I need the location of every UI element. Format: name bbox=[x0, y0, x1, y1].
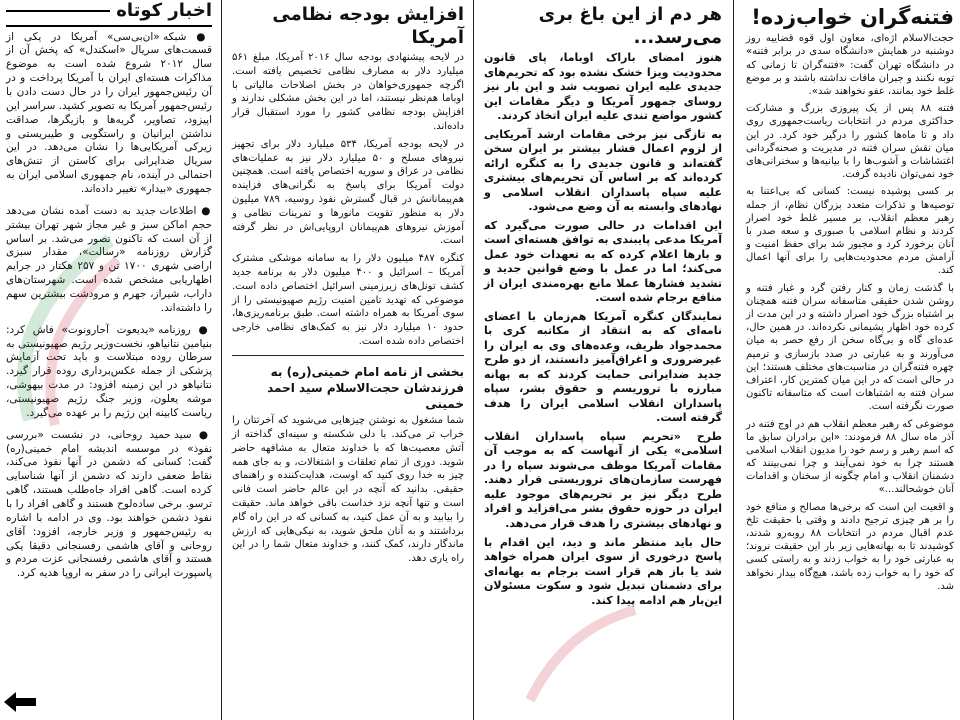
page-arrow-icon[interactable] bbox=[4, 692, 36, 712]
article-paragraph: کنگره ۴۸۷ میلیون دلار را به سامانه موشکی مشترک آمریکا – اسرائیل و ۴۰۰ میلیون دلار به برنامه جدید کشف تونل‌های زیرزمینی اسرائیل اختصاص داده است. موضوعی که تهدید تامین امنیت رژیم صهیونیستی را از سوی آمریکا به همراه داشته است. طبق برنامه‌ریزی‌ها، حدود ۱۰ میلیارد دلار نیز به کمک‌های نظامی خارجی اختصاص داده شده است. bbox=[232, 253, 464, 347]
column-divider bbox=[473, 0, 474, 720]
article-paragraph: در لایحه بودجه آمریکا، ۵۳۴ میلیارد دلار برای تجهیز نیروهای مسلح و ۵۰ میلیارد دلار نیز به عملیات‌های نظامی در عراق و سوریه اختصاص یافته است. همچنین دولت آمریکا برای پاسخ به نگرانی‌های فزاینده هم‌پیمانانش در قبال گسترش نفوذ روسیه، ۷۸۹ میلیون دلار به منظور تقویت مانورها و تمرینات نظامی و آموزش نیروهای هم‌پیمانان اروپایی‌اش در نظر گرفته است. bbox=[232, 138, 465, 247]
news-item-text: شبکه «ان‌بی‌سی» آمریکا در یکی از قسمت‌های سریال «اسکندل» که پخش آن از سال ۲۰۱۲ شروع شده است به موضوع مذاکرات هسته‌ای ایران با آمریکا پرداخت و در آن رئیس‌جمهور ایران را در حال دست دادن با رئیس‌جمهور آمریکا به تصویر کشید. سراسر این اپیزود، تصاویر، گریه‌ها و بازیگرها، صداقت نداشتن ایرانیان و راستگویی و طیبریستی و زیرکی آمریکایی‌ها را نشان می‌دهد. در این سریال ضدایرانی برای کاستن از تنش‌های احتمالی در آینده، نام جمهوری اسلامی ایران به جمهوری «بیدار» تغییر داده‌اند. bbox=[6, 30, 212, 195]
short-news-title: اخبار کوتاه bbox=[116, 0, 212, 21]
news-item: ● سید حمید روحانی، در نشست «بررسی نفوذ» در موسسه اندیشه امام خمینی(ره) گفت: کسانی که دشمن در آنها نفوذ می‌کند، نقاط ضعفی دارند که دشمن از آنها شناسایی کرده است. گاهی افراد جاه‌طلب هستند، گاهی ترسو. برخی ساده‌لوح هستند و گاهی افراد را با نفوذ دشمن خواهند بود. وی در ادامه با اشاره به رئیس‌جمهور و وزیر خارجه، افزود: آقای روحانی و آقای هاشمی رفسنجانی دقیقا یکی هستند و آقای هاشمی رفسنجانی عزت مردم و پاسپورت ایرانی را در سفر به اروپا هدیه کرد. bbox=[6, 428, 212, 580]
section-subtitle: بخشی از نامه امام خمینی(ره) به فرزندشان حجت‌الاسلام سید احمد خمینی bbox=[267, 364, 464, 412]
article-paragraph: حال باید منتظر ماند و دید، این اقدام با پاسخ درخوری از سوی ایران همراه خواهد شد یا باز هم قرار است برجام به بهانه‌ای برای دشمنان تبدیل شود و سکوت مسئولان این‌بار هم ادامه پیدا کند. bbox=[484, 535, 722, 607]
article-paragraph: در لایحه پیشنهادی بودجه سال ۲۰۱۶ آمریکا، مبلغ ۵۶۱ میلیارد دلار به مصارف نظامی تخصیص یافته است. اگرچه جمهوری‌خواهان در بخش اصلاحات مالیاتی با اوباما هم‌نظر نیستند، اما در این بخش مشکلی ندارند و افزایش بودجه نظامی کشور را مورد استقبال قرار داده‌اند. bbox=[232, 52, 465, 132]
column-divider bbox=[221, 0, 222, 720]
article-column-budget bbox=[226, 0, 470, 720]
article-paragraph: و اقعیت این است که برخی‌ها مصالح و منافع خود را بر هر چیزی ترجیح دادند و وقتی با حقیقت تلخ عدم اقبال مردم در انتخابات ۸۸ روبه‌رو شدند، کوشیدند تا به بهانه‌هایی زیر بار این حقیقت نروند؛ به عبارتی خود را به خواب زدند و به راستی کسی که خود را به خواب زده باشد، هیچ‌گاه بیدار نخواهد شد. bbox=[746, 501, 954, 592]
article-column-fitnagaran bbox=[740, 0, 960, 720]
news-item-text: اطلاعات جدید به دست آمده نشان می‌دهد حجم اماکن سبز و غیر مجاز شهر تهران بیشتر از آن است که تاکنون تصور می‌شد. بر اساس گزارش روزنامه «رسالت»، مقدار سبزی اراضی شهری ۱۷۰۰ تن و ۲۵۷ هکتار در جرایم اظهاریابی مشخص شده است. شهرستان‌های داراب، شیراز، جهرم و مرودشت بیشترین سهم را داشته‌اند. bbox=[6, 204, 212, 314]
news-item: ● اطلاعات جدید به دست آمده نشان می‌دهد حجم اماکن سبز و غیر مجاز شهر تهران بیشتر از آن است که تاکنون تصور می‌شد. بر اساس گزارش روزنامه «رسالت»، مقدار سبزی اراضی شهری ۱۷۰۰ تن و ۲۵۷ هکتار در جرایم اظهاریابی مشخص شده است. شهرستان‌های داراب، شیراز، جهرم و مرودشت بیشترین سهم را داشته‌اند. bbox=[6, 204, 213, 314]
article-title: هر دم از این باغ بری می‌رسد... bbox=[538, 4, 722, 48]
article-title: فتنه‌گران خواب‌زده! bbox=[751, 5, 954, 29]
news-item: ● روزنامه «یدیعوت آحارونوت» فاش کرد: بنیامین نتانیاهو، نخست‌وزیر رژیم صهیونیستی به سرطان روده مبتلاست و باید تحت آزمایش پزشکی از جمله عکس‌برداری روده قرار گیرد. نتانیاهو در این زمینه افزود: در مدت بیهوشی، موشه یعلون، وزیر جنگ رژیم صهیونیستی، ریاست کابینه این رژیم را بر عهده می‌گیرد. bbox=[6, 323, 212, 419]
short-news-header bbox=[6, 0, 212, 27]
short-news-column bbox=[0, 0, 218, 720]
article-paragraph: با گذشت زمان و کنار رفتن گرد و غبار فتنه و روشن شدن حقیقی متاسفانه سران فتنه همچنان بر اشتباه بزرگ خود اصرار داشته و در این مدت از کرده خود اظهار پشیمانی نکرده‌اند. در همین حال، عده‌ای گاه و بی‌گاه سخن از رفع حصر به میان می‌آورند و به عبارتی در صدد بازسازی و ترمیم چهره فتنه‌گران در مناسبت‌های مختلف هستند؛ این در حالی است که در این میان کمترین کار، اعتراف سران فتنه به اشتباهات است که متاسفانه تاکنون صورت نگرفته است. bbox=[746, 282, 954, 413]
news-item: ● شبکه «ان‌بی‌سی» آمریکا در یکی از قسمت‌های سریال «اسکندل» که پخش آن از سال ۲۰۱۲ شروع شده است به موضوع مذاکرات هسته‌ای ایران با آمریکا پرداخت و در آن رئیس‌جمهور ایران را در حال دست دادن با رئیس‌جمهور آمریکا به تصویر کشید. سراسر این اپیزود، تصاویر، گریه‌ها و بازیگرها، صداقت نداشتن ایرانیان و راستگویی و طیبریستی و زیرکی آمریکایی‌ها را نشان می‌دهد. در این سریال ضدایرانی برای کاستن از تنش‌های احتمالی در آینده، نام جمهوری اسلامی ایران به جمهوری «بیدار» تغییر داده‌اند. bbox=[6, 30, 213, 195]
article-paragraph: به تازگی نیز برخی مقامات ارشد آمریکایی از لزوم اعمال فشار بیشتر بر ایران سخن گفته‌اند و قانون جدیدی را به کنگره ارائه کرده‌اند که بر اساس آن تحریم‌های بیشتری علیه سپاه پاسداران انقلاب اسلامی و نهادهای وابسته به آن وضع می‌شود. bbox=[484, 127, 722, 214]
article-column-har-dam bbox=[478, 0, 728, 720]
article-paragraph: بر کسی پوشیده نیست: کسانی که بی‌اعتنا به توصیه‌ها و تذکرات متعدد بزرگان نظام، از جمله رهبر معظم انقلاب، بر مسیر غلط خود اصرار کردند و نظام اسلامی با صبوری و سعه صدر با آنان برخورد کرد و مجبور شد برای حفظ امنیت و آرامش مردم محدودیت‌هایی را برای آنها اعمال کند. bbox=[746, 186, 954, 277]
section-divider bbox=[232, 355, 464, 356]
article-paragraph: نمایندگان کنگره آمریکا هم‌زمان با اعضای نامه‌ای که به انتقاد از مکاتبه کری با محمدجواد ظریف، وعده‌های وی به ایران را غیرضروری و اغراق‌آمیز دانستند، از دو طرح جدید ضدایرانی حمایت کردند که به بهانه مبارزه با تروریسم و حقوق بشر، سپاه پاسداران انقلاب اسلامی ایران را هدف گرفته است. bbox=[484, 309, 722, 425]
article-paragraph: حجت‌الاسلام اژه‌ای، معاون اول قوه قضاییه روز دوشنبه در همایش «دانشگاه سدی در برابر فتنه» در دانشگاه تهران گفت: «فتنه‌گران تا زمانی که توبه نکنند و جبران مافات نداشته باشند و بر موضع غلط خود بمانند، عفو نخواهند شد». bbox=[746, 33, 954, 97]
article-paragraph: موضوعی که رهبر معظم انقلاب هم در اوج فتنه در آذر ماه سال ۸۸ فرمودند: «این برادران سابق ما که اسم رهبر و رسم خود را مدیون انقلاب اسلامی هستند چرا به خود نمی‌آیند و چرا نمی‌بینند که دشمنان انقلاب و امام چگونه از سخنان و اقدامات آنان خوشحالند...» bbox=[746, 418, 954, 496]
article-title: افزایش بودجه نظامی آمریکا bbox=[272, 4, 464, 48]
news-item-text: سید حمید روحانی، در نشست «بررسی نفوذ» در موسسه اندیشه امام خمینی(ره) گفت: کسانی که دشمن در آنها نفوذ می‌کند، نقاط ضعفی دارند که دشمن از آنها شناسایی کرده است. گاهی افراد جاه‌طلب هستند، گاهی ترسو. برخی ساده‌لوح هستند و گاهی افراد را با نفوذ دشمن خواهند بود. وی در ادامه با اشاره به رئیس‌جمهور و وزیر خارجه، افزود: آقای روحانی و آقای هاشمی رفسنجانی دقیقا یکی هستند و آقای هاشمی رفسنجانی عزت مردم و پاسپورت ایرانی را در سفر به اروپا هدیه کرد. bbox=[6, 428, 212, 580]
article-paragraph: فتنه ۸۸ پس از یک پیروزی بزرگ و مشارکت حداکثری مردم در انتخابات ریاست‌جمهوری روی داد و تا ماه‌ها کشور را درگیر خود کرد. در این میان نقش سران فتنه در مدیریت و صحنه‌گردانی اغتشاشات و آشوب‌ها را با بیانیه‌ها و سخنرانی‌های خود نمی‌توان نادیده گرفت. bbox=[746, 103, 954, 181]
news-item-text: روزنامه «یدیعوت آحارونوت» فاش کرد: بنیامین نتانیاهو، نخست‌وزیر رژیم صهیونیستی به سرطان روده مبتلاست و باید تحت آزمایش پزشکی از جمله عکس‌برداری روده قرار گیرد. نتانیاهو در این زمینه افزود: در مدت بیهوشی، موشه یعلون، وزیر جنگ رژیم صهیونیستی، ریاست کابینه این رژیم را بر عهده می‌گیرد. bbox=[6, 323, 212, 419]
column-divider bbox=[733, 0, 734, 720]
article-paragraph: این اقدامات در حالی صورت می‌گیرد که آمریکا مدعی پایبندی به توافق هسته‌ای است و بارها اعلام کرده که به تعهدات خود عمل می‌کند؛ اما در عمل با وضع قوانین جدید و تشدید فشارها عملا مانع بهره‌مندی ایران از منافع برجام شده است. bbox=[484, 218, 722, 305]
title-rule bbox=[6, 10, 110, 12]
article-paragraph: طرح «تحریم سپاه پاسداران انقلاب اسلامی» یکی از آنهاست که به موجب آن مقامات آمریکا موظف می‌شوند سپاه را در فهرست سازمان‌های تروریستی قرار دهند. طرح دیگر نیز بر تحریم‌های موجود علیه ایران در حوزه حقوق بشر می‌افزاید و افراد و نهادهای بیشتری را هدف قرار می‌دهد. bbox=[484, 429, 722, 530]
quote-text: شما مشغول به نوشتن چیزهایی می‌شوید که آخرتتان را خراب تر می‌کند. با دلی شکسته و سینه‌ای گداخته از آتش معصیت‌ها که با خداوند متعال به مشافهه حاضر شوید. دوری از تمام تعلقات و اشتغالات، و به جای همه چیز به خدا روی کنید که اوست، هدایت‌کننده و راهنمای حقیقی. بدانید که آنچه در این عالم حاضر است فانی است و تنها آنچه نزد خداست باقی خواهد ماند. حقیقت را بیابید و به آن عمل کنید، به کسانی که در این راه گام برداشتند و به آنان ملحق شوید، به نیکی‌هایی که ارزش ماندگار دارند، کمک کنند، و خداوند متعال شما را در این راه یاری دهد. bbox=[232, 415, 464, 565]
article-paragraph: هنوز امضای باراک اوباما، پای قانون محدودیت ویزا خشک نشده بود که تحریم‌های جدیدی علیه ایران تصویب شد و این بار نیز روسای جمهور آمریکا و دیگر مقامات این کشور مواضع تندی علیه ایران اتخاذ کردند. bbox=[484, 51, 722, 123]
